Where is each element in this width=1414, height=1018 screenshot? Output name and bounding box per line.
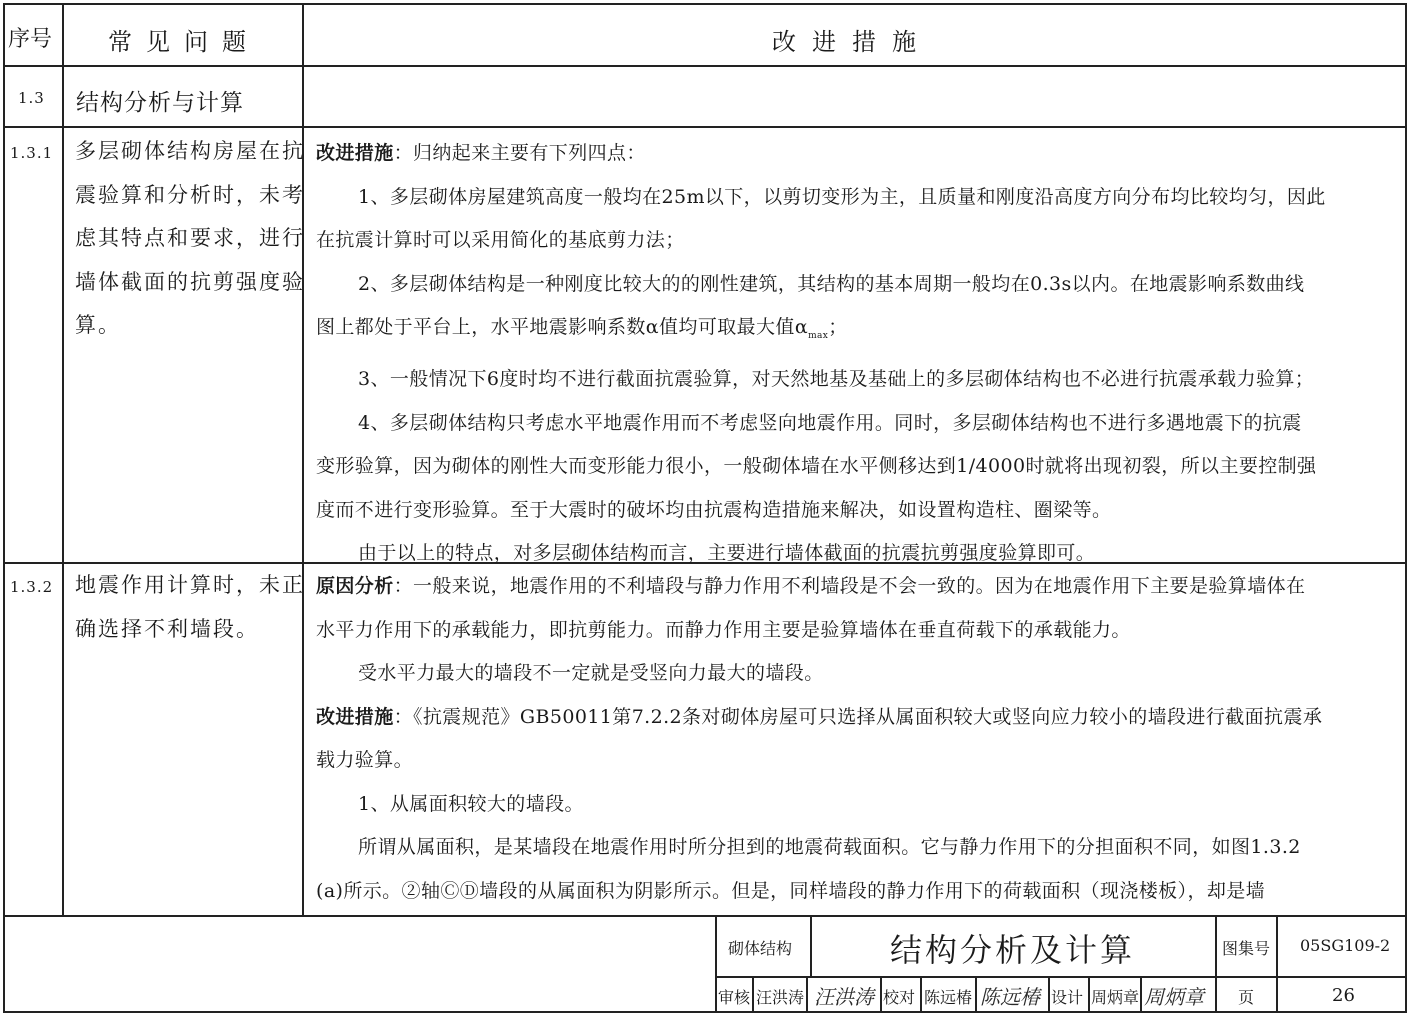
tb-page-label: 页: [1238, 988, 1255, 1007]
tb-title: 结构分析及计算: [890, 931, 1136, 969]
issue-line: 虑其特点和要求，进行: [75, 226, 305, 250]
tb-v8: [1140, 976, 1142, 1013]
paragraph-line: 在抗震计算时可以采用简化的基底剪力法；: [316, 229, 685, 251]
tb-reviewer: 汪洪涛: [756, 988, 805, 1007]
paragraph-line: 图上都处于平台上，水平地震影响系数α值均可取最大值$\alpha_{max}$；: [316, 316, 848, 341]
tb-atlas-no: 05SG109-2: [1300, 936, 1391, 955]
bold-lead: 改进措施: [316, 142, 394, 164]
tb-category: 砌体结构: [728, 939, 793, 958]
tb-checker: 陈远椿: [924, 988, 973, 1007]
paragraph-line: 1、从属面积较大的墙段。: [358, 792, 584, 815]
tb-v3: [880, 976, 882, 1013]
row-1-no: 1.3.1: [10, 144, 54, 162]
table-bottom-line: [3, 915, 1407, 917]
row-1-measures: [316, 132, 1326, 576]
paragraph-line: 3、一般情况下6度时均不进行截面抗震验算，对天然地基及基础上的多层砌体结构也不必进行抗震承载力验算；: [358, 368, 1315, 391]
tb-review-label: 审核: [718, 988, 751, 1007]
paragraph-line: 1、多层砌体房屋建筑高度一般均在25m以下，以剪切变形为主，且质量和刚度沿高度方向分布均比较均匀，因此: [358, 185, 1326, 208]
issue-line: 多层砌体结构房屋在抗: [75, 139, 305, 163]
tb-v1: [752, 976, 754, 1013]
paragraph-line: 2、多层砌体结构是一种刚度比较大的的刚性建筑，其结构的基本周期一般均在0.3s以内。在地震影响系数曲线: [358, 272, 1305, 295]
tb-atlas-label: 图集号: [1222, 939, 1271, 958]
issue-line: 墙体截面的抗剪强度验: [75, 269, 305, 294]
paragraph-line: 改进措施：归纳起来主要有下列四点：: [316, 142, 646, 164]
bold-lead: 改进措施: [316, 705, 394, 728]
tb-cat-right-line: [810, 915, 812, 977]
paragraph-line: 载力验算。: [316, 749, 414, 771]
paragraph-line: 所谓从属面积，是某墙段在地震作用时所分担到的地震荷载面积。它与静力作用下的分担面积不同，如图1.3.2: [358, 836, 1301, 858]
tb-v5: [975, 976, 977, 1013]
row-1-issue: [75, 130, 305, 348]
tb-v7: [1088, 976, 1090, 1013]
tb-page-no: 26: [1332, 985, 1355, 1006]
paragraph-line: 改进措施：《抗震规范》GB50011第7.2.2条对砌体房屋可只选择从属面积较大或竖向应力较小的墙段进行截面抗震承: [316, 705, 1323, 728]
titleblock-mid-line: [715, 976, 1407, 978]
row-2-issue: [75, 564, 305, 651]
bold-lead: 原因分析: [316, 575, 394, 597]
col-no-right-line: [62, 3, 64, 916]
section-no: 1.3: [18, 89, 45, 107]
paragraph-line: 变形验算，因为砌体的刚性大而变形能力很小，一般砌体墙在水平侧移达到1/4000时就将出现初裂，所以主要控制强: [316, 455, 1317, 478]
tb-v6: [1048, 976, 1050, 1013]
header-col-issue: 常见问题: [108, 28, 260, 56]
issue-line: 算。: [75, 313, 121, 337]
paragraph-line: 4、多层砌体结构只考虑水平地震作用而不考虑竖向地震作用。同时，多层砌体结构也不进行多遇地震下的抗震: [358, 411, 1302, 434]
paragraph-line: 受水平力最大的墙段不一定就是受竖向力最大的墙段。: [358, 662, 824, 684]
tb-title-right-line: [1215, 915, 1217, 1013]
paragraph-line: 度而不进行变形验算。至于大震时的破坏均由抗震构造措施来解决，如设置构造柱、圈梁等。: [316, 498, 1112, 521]
tb-check-label: 校对: [883, 988, 916, 1007]
tb-designer: 周炳章: [1091, 988, 1140, 1007]
tb-atlas-right-line: [1276, 915, 1278, 1013]
header-col-measure: 改进措施: [772, 28, 932, 56]
row-2-measures: [316, 565, 1322, 913]
row-2-no: 1.3.2: [10, 578, 54, 596]
issue-line: 地震作用计算时，未正: [75, 573, 305, 597]
paragraph-line: 原因分析：一般来说，地震作用的不利墙段与静力作用不利墙段是不会一致的。因为在地震作用下主要是验算墙体在: [316, 575, 1306, 597]
header-bottom-line: [3, 65, 1407, 67]
section-title: 结构分析与计算: [76, 90, 244, 116]
tb-reviewer-signature: 汪洪涛: [814, 985, 874, 1009]
section-bottom-line: [3, 126, 1407, 128]
tb-checker-signature: 陈远椿: [980, 985, 1040, 1009]
paragraph-line: 由于以上的特点，对多层砌体结构而言，主要进行墙体截面的抗震抗剪强度验算即可。: [358, 542, 1096, 565]
tb-v4: [920, 976, 922, 1013]
header-col-no: 序号: [8, 27, 53, 52]
tb-left-line: [715, 915, 717, 1013]
paragraph-line: (a)所示。②轴ⒸⒹ墙段的从属面积为阴影所示。但是，同样墙段的静力作用下的荷载面积（现浇楼板），却是墙: [316, 879, 1266, 902]
issue-line: 确选择不利墙段。: [75, 616, 259, 641]
tb-v2: [806, 976, 808, 1013]
paragraph-line: 水平力作用下的承载能力，即抗剪能力。而静力作用主要是验算墙体在垂直荷载下的承载能力。: [316, 618, 1131, 641]
tb-design-label: 设计: [1051, 988, 1084, 1007]
tb-designer-signature: 周炳章: [1144, 985, 1204, 1009]
issue-line: 震验算和分析时，未考: [75, 182, 305, 207]
